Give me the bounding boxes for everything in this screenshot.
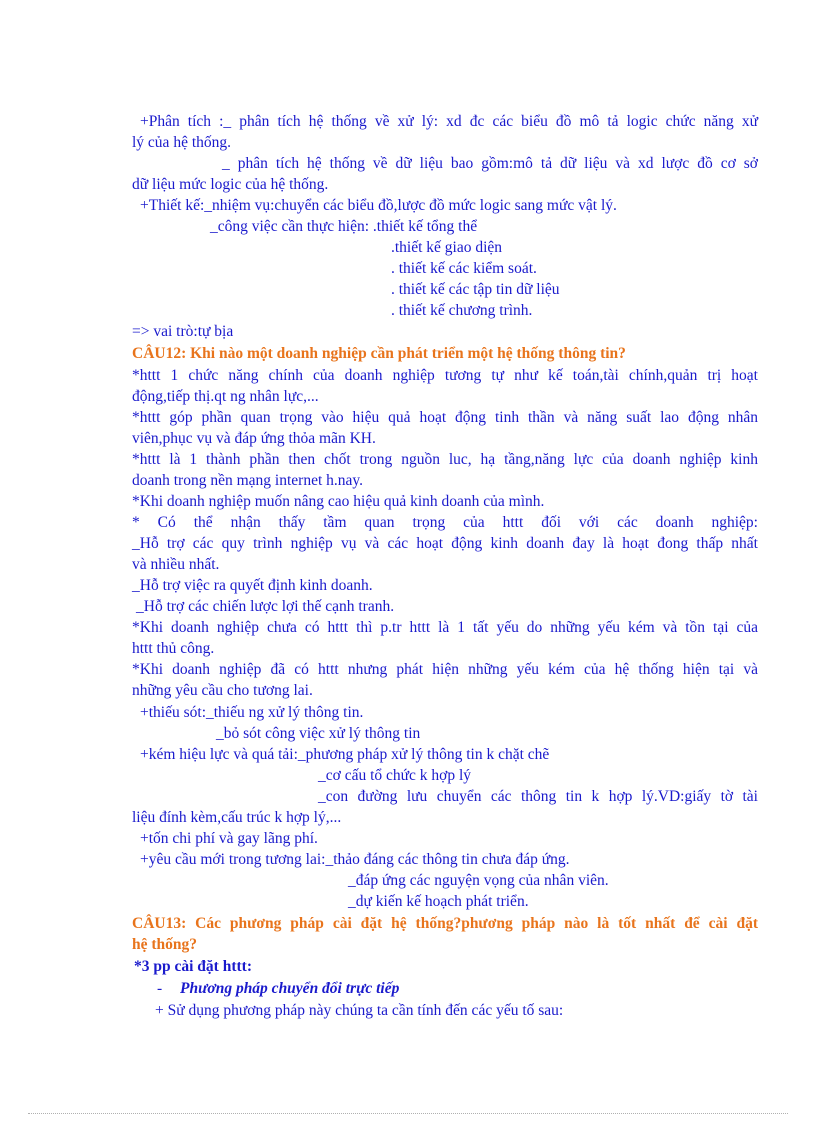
text-line: +Thiết kế:_nhiệm vụ:chuyển các biểu đồ,lược đồ mức logic sang mức vật lý. [140,197,617,214]
text-line: và nhiều nhất. [132,556,220,573]
text-line: *httt góp phần quan trọng vào hiệu quả hoạt động tinh thần và năng suất lao động nhân [132,409,758,426]
text-line: _dự kiến kế hoạch phát triển. [348,893,529,910]
section-heading-cau13: CÂU13: Các phương pháp cài đặt hệ thống?phương pháp nào là tốt nhất để cài đặt [132,915,758,932]
text-line: viên,phục vụ và đáp ứng thỏa mãn KH. [132,430,376,447]
text-line: *Khi doanh nghiệp chưa có httt thì p.tr httt là 1 tất yếu do những yếu kém và tồn tại của [132,619,758,636]
text-line: +kém hiệu lực và quá tải:_phương pháp xử lý thông tin k chặt chẽ [140,746,550,763]
text-line: +thiếu sót:_thiếu ng xử lý thông tin. [140,704,364,721]
method-heading: Phương pháp chuyển đổi trực tiếp [180,980,400,997]
text-line: _đáp ứng các nguyện vọng của nhân viên. [348,872,609,889]
text-line: *httt là 1 thành phần then chốt trong nguồn luc, hạ tầng,năng lực của doanh nghiệp kinh [132,451,758,468]
text-line: liệu đính kèm,cấu trúc k hợp lý,... [132,809,342,826]
text-line: * Có thể nhận thấy tầm quan trọng của httt đối với các doanh nghiệp: [132,514,758,531]
text-line: +tốn chi phí và gay lãng phí. [140,830,318,847]
text-line: *Khi doanh nghiệp muốn nâng cao hiệu quả kinh doanh của mình. [132,493,545,510]
text-line: _ phân tích hệ thống về dữ liệu bao gồm:mô tả dữ liệu và xd lược đồ cơ sở [222,155,758,172]
bullet-dash: - [157,980,163,997]
text-line: _cơ cấu tổ chức k hợp lý [318,767,472,784]
section-heading-cau12: CÂU12: Khi nào một doanh nghiệp cần phát triển một hệ thống thông tin? [132,345,626,362]
text-line: lý của hệ thống. [132,134,232,151]
subheading: *3 pp cài đặt httt: [134,958,252,975]
text-line: _con đường lưu chuyển các thông tin k hợp lý.VD:giấy tờ tài [318,788,758,805]
text-line: động,tiếp thị.qt ng nhân lực,... [132,388,319,405]
text-line: _Hỗ trợ các quy trình nghiệp vụ và các hoạt động kinh doanh đay là hoạt đong thấp nhất [132,535,758,552]
text-line: => vai trò:tự bịa [132,323,234,340]
text-line: _Hỗ trợ việc ra quyết định kinh doanh. [132,577,373,594]
text-line: . thiết kế các kiểm soát. [391,260,537,277]
section-heading-cau13-cont: hệ thống? [132,936,198,953]
text-line: . thiết kế các tập tin dữ liệu [391,281,560,298]
page-bottom-divider [28,1113,788,1114]
text-line: doanh trong nền mạng internet h.nay. [132,472,364,489]
text-line: _Hỗ trợ các chiến lược lợi thế cạnh tranh. [136,598,395,615]
text-line: _bỏ sót công việc xử lý thông tin [216,725,421,742]
text-line: *Khi doanh nghiệp đã có httt nhưng phát hiện những yếu kém của hệ thống hiện tại và [132,661,758,678]
text-line: những yêu cầu cho tương lai. [132,682,313,699]
text-line: + Sử dụng phương pháp này chúng ta cần tính đến các yếu tố sau: [155,1002,564,1019]
text-line: _công việc cần thực hiện: .thiết kế tổng thể [210,218,478,235]
text-line: . thiết kế chương trình. [391,302,533,319]
text-line: dữ liệu mức logic của hệ thống. [132,176,329,193]
text-line: +Phân tích :_ phân tích hệ thống về xử lý: xd đc các biểu đồ mô tả logic chức năng xử [140,113,758,130]
text-line: .thiết kế giao diện [391,239,503,256]
text-line: httt thủ công. [132,640,215,657]
text-line: *httt 1 chức năng chính của doanh nghiệp tương tự như kế toán,tài chính,quản trị hoạt [132,367,758,384]
text-line: +yêu cầu mới trong tương lai:_thảo đáng các thông tin chưa đáp ứng. [140,851,570,868]
